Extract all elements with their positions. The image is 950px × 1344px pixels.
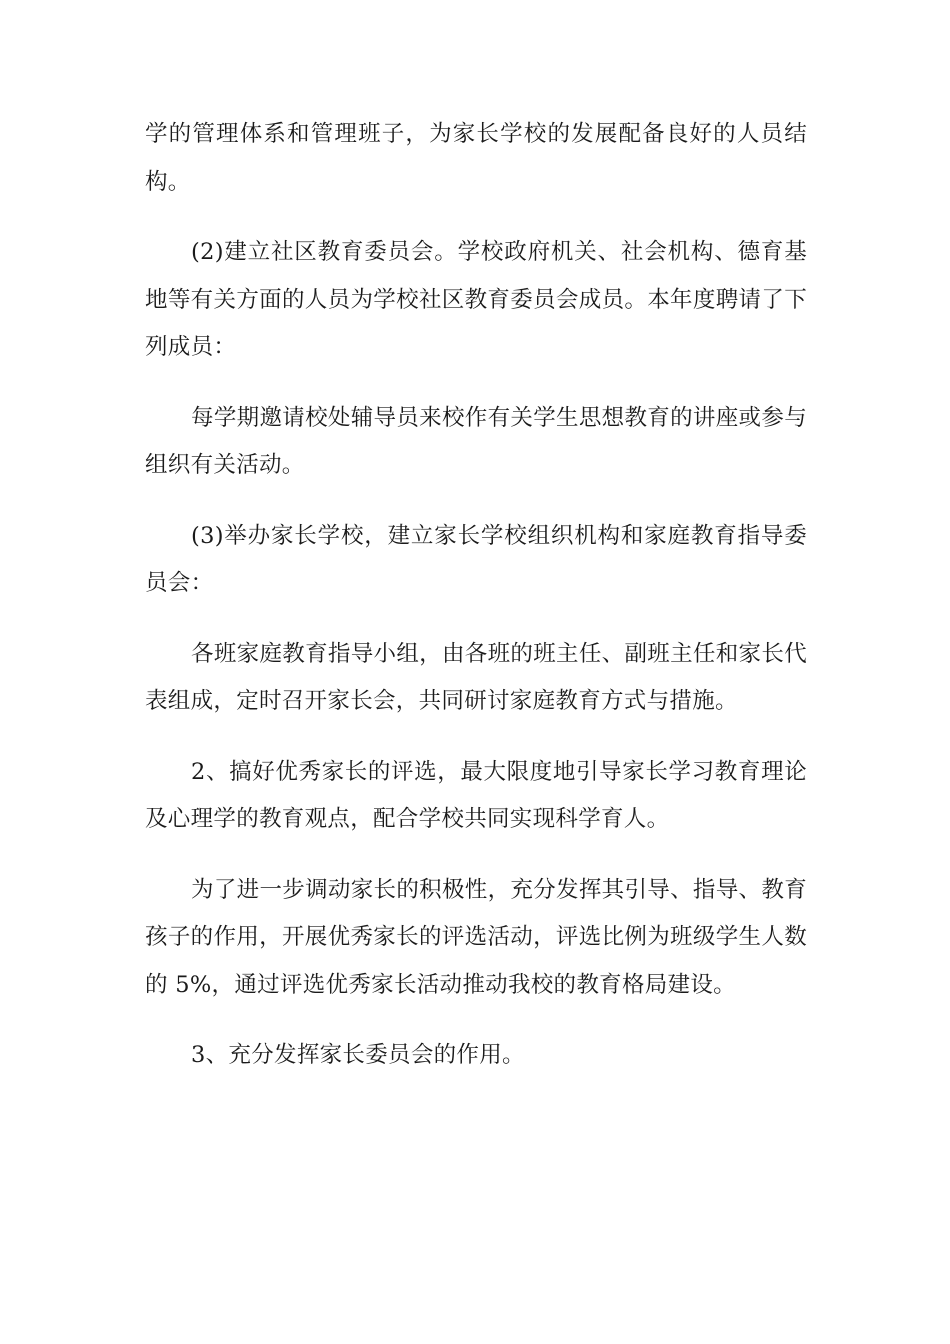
paragraph: 为了进一步调动家长的积极性，充分发挥其引导、指导、教育孩子的作用，开展优秀家长的评选活动，评选比例为班级学生人数的 5%，通过评选优秀家长活动推动我校的教育格局建设。 <box>145 876 807 998</box>
paragraph: 学的管理体系和管理班子，为家长学校的发展配备良好的人员结构。 <box>145 121 807 195</box>
paragraph: (2)建立社区教育委员会。学校政府机关、社会机构、德育基地等有关方面的人员为学校社区教育委员会成员。本年度聘请了下列成员： <box>145 239 807 360</box>
paragraph: 2、搞好优秀家长的评选，最大限度地引导家长学习教育理论及心理学的教育观点，配合学校共同实现科学育人。 <box>145 758 807 832</box>
paragraph: (3)举办家长学校，建立家长学校组织机构和家庭教育指导委员会： <box>145 522 807 596</box>
paragraph: 3、充分发挥家长委员会的作用。 <box>191 1042 525 1068</box>
paragraph: 各班家庭教育指导小组，由各班的班主任、副班主任和家长代表组成，定时召开家长会，共同研讨家庭教育方式与措施。 <box>145 640 807 714</box>
document-body <box>145 111 807 1103</box>
paragraph: 每学期邀请校处辅导员来校作有关学生思想教育的讲座或参与组织有关活动。 <box>145 404 807 478</box>
